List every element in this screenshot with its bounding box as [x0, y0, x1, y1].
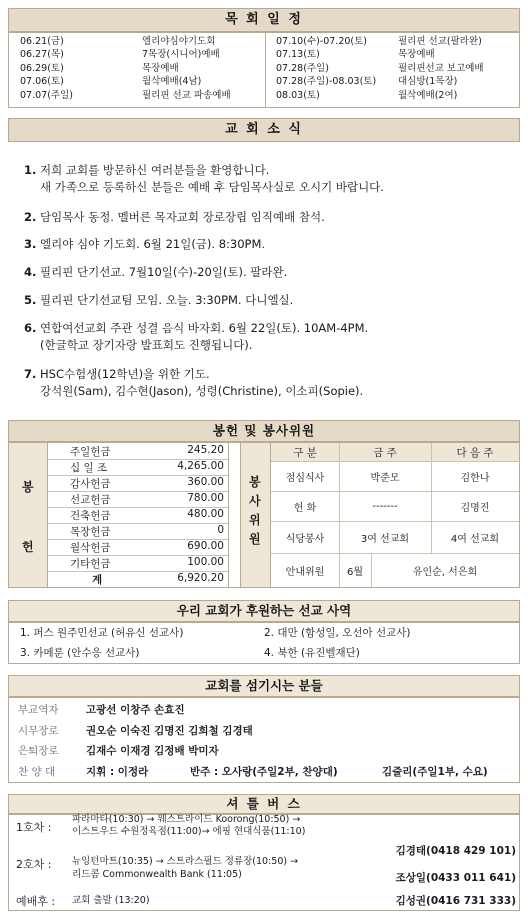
- news-item-line: HSC수험생(12학년)을 위한 기도.: [40, 367, 210, 381]
- offering-label: 주일헌금: [70, 446, 111, 458]
- offering-amount: 4,265.00: [177, 460, 224, 472]
- schedule-date: 07.13(토): [276, 49, 320, 61]
- offering-row-divider: [48, 475, 228, 476]
- news-item: [24, 366, 363, 400]
- schedule-date: 07.07(주일): [20, 89, 73, 101]
- offering-row-divider: [48, 523, 228, 524]
- schedule-date: 08.03(토): [276, 89, 320, 101]
- service-role: 식당봉사: [285, 534, 325, 545]
- schedule-event: 목장예배: [398, 49, 435, 61]
- shuttle-title: 셔 틀 버 스: [226, 796, 302, 811]
- schedule-date: 07.10(수)-07.20(토): [276, 36, 368, 47]
- choir-accomp-2: 김줄리(주일1부, 수요): [382, 766, 488, 778]
- news-item-number: 7.: [24, 367, 37, 381]
- news-item-line: 필리핀 단기선교팀 모임. 오늘. 3:30PM. 다니엘실.: [40, 293, 294, 307]
- service-head-col1: 구 분: [293, 446, 317, 459]
- servant-names: 김재수 이재경 김정배 박미자: [86, 745, 219, 757]
- schedule-event: 필리핀 선교(팔라완): [398, 36, 482, 47]
- news-item-line: 저희 교회를 방문하신 여러분들을 환영합니다.: [40, 163, 270, 177]
- news-item: [24, 264, 287, 281]
- choir-conductor: 지휘 : 이정라: [86, 766, 149, 778]
- schedule-event: 월삭예배(2여): [398, 89, 458, 101]
- service-head-col3: 다 음 주: [456, 446, 494, 459]
- news-item-number: 1.: [24, 163, 37, 177]
- servant-label: 부교역자: [18, 704, 59, 716]
- mission-title: 우리 교회가 후원하는 선교 사역: [176, 603, 352, 618]
- servant-label: 은퇴장로: [18, 745, 59, 757]
- usher-names: 유인순, 서은희: [412, 567, 478, 578]
- offering-label: 건축헌금: [70, 510, 111, 522]
- servant-names: 고광선 이창주 손효진: [86, 704, 185, 716]
- news-item: [24, 320, 368, 354]
- offering-row-divider: [48, 555, 228, 556]
- news-item: [24, 209, 325, 226]
- schedule-date: 06.29(토): [20, 62, 64, 74]
- offering-label: 목장헌금: [70, 526, 111, 538]
- offering-title: 봉헌 및 봉사위원: [212, 423, 316, 438]
- mission-item-1: 1. 퍼스 원주민선교 (허유신 선교사): [20, 627, 184, 639]
- offering-label: 월삭헌금: [70, 542, 111, 554]
- news-item-line: 새 가족으로 등록하신 분들은 예배 후 담임목사실로 오시기 바랍니다.: [40, 180, 384, 194]
- offering-amount: 0: [217, 524, 224, 536]
- news-header: [8, 118, 520, 142]
- news-item-number: 3.: [24, 237, 37, 251]
- service-role: 점심식사: [285, 473, 325, 484]
- usher-month: 6월: [346, 567, 364, 578]
- offering-row-divider: [48, 539, 228, 540]
- schedule-event: 필리핀 선교 파송예배: [142, 89, 231, 101]
- schedule-event: 대심방(1목장): [398, 76, 458, 88]
- offering-side-top: 봉: [22, 480, 34, 494]
- schedule-date: 07.28(주일)-08.03(토): [276, 76, 377, 88]
- news-item: [24, 292, 293, 309]
- servant-names: 권오순 이숙진 김명진 김희철 김경태: [86, 724, 253, 737]
- offering-label: 기타헌금: [70, 558, 111, 570]
- news-item-line: 연합여선교회 주관 성결 음식 바자회. 6월 22일(토). 10AM-4PM.: [40, 321, 369, 335]
- service-side-char: 봉: [249, 475, 261, 489]
- service-this-week: -------: [372, 501, 398, 512]
- news-item-line: 담임목사 동정. 멜버른 목자교회 장로장립 임직예배 참석.: [40, 210, 325, 224]
- service-role: 헌 화: [293, 503, 317, 514]
- service-this-week: 3여 선교회: [360, 534, 410, 545]
- news-item-line: 필리핀 단기선교. 7월10일(수)-20일(토). 팔라완.: [40, 265, 288, 279]
- mission-item-4: 4. 북한 (유진벨재단): [264, 647, 360, 659]
- offering-amount: 100.00: [187, 556, 224, 568]
- bus2-route-1: 뉴잉턴마트(10:35) → 스트라스필드 정류장(10:50) →: [72, 856, 299, 867]
- bus1-route-2: 이스트우드 수원정육점(11:00)→ 에핑 현대식품(11:10): [72, 826, 306, 837]
- offering-row-divider: [48, 491, 228, 492]
- bus2-label: 2호차 :: [16, 858, 52, 871]
- schedule-date: 06.21(금): [20, 36, 64, 47]
- offering-label: 계: [92, 574, 103, 586]
- news-item-line: 엘리야 심야 기도회. 6월 21일(금). 8:30PM.: [40, 237, 266, 251]
- offering-amount: 245.20: [187, 444, 224, 456]
- schedule-date: 07.28(주일): [276, 62, 329, 74]
- offering-amount: 690.00: [187, 540, 224, 552]
- service-next-week: 4여 선교회: [450, 534, 500, 545]
- news-item-line: 강석원(Sam), 김수현(Jason), 성령(Christine), 이소피(Sopie).: [40, 384, 364, 398]
- bus2-driver: 조상일(0433 011 641): [395, 872, 516, 884]
- news-item-number: 2.: [24, 210, 37, 224]
- news-item-number: 4.: [24, 265, 37, 279]
- schedule-event: 필리핀선교 보고예배: [398, 62, 484, 74]
- shuttle-header: [8, 794, 520, 814]
- schedule-date: 07.06(토): [20, 76, 64, 88]
- service-side-char: 원: [249, 532, 261, 546]
- service-next-week: 김한나: [460, 473, 490, 484]
- mission-header: [8, 600, 520, 622]
- schedule-event: 엘리야심야기도회: [142, 36, 216, 47]
- offering-amount: 780.00: [187, 492, 224, 504]
- schedule-event: 7목장(시니어)예배: [142, 49, 220, 61]
- service-this-week: 박준모: [370, 473, 400, 484]
- schedule-event: 목장예배: [142, 62, 179, 74]
- news-item: [24, 236, 265, 253]
- usher-role: 안내위원: [285, 567, 325, 578]
- news-item-line: (한글학교 장기자랑 발표회도 진행됩니다).: [40, 338, 253, 352]
- offering-row-divider: [48, 459, 228, 460]
- offering-amount: 6,920.20: [177, 572, 224, 584]
- service-side-char: 사: [249, 494, 261, 508]
- news-title: 교 회 소 식: [225, 122, 303, 137]
- return-route: 교회 출발 (13:20): [72, 895, 150, 906]
- bus2-route-2: 리드콤 Commonwealth Bank (11:05): [72, 869, 242, 880]
- service-next-week: 김명진: [460, 503, 490, 514]
- schedule-title: 목 회 일 정: [225, 12, 303, 27]
- offering-label: 선교헌금: [70, 494, 111, 506]
- bus1-driver: 김경태(0418 429 101): [395, 845, 516, 857]
- offering-amount: 480.00: [187, 508, 224, 520]
- offering-side-bottom: 헌: [22, 540, 34, 554]
- offering-row-divider: [48, 507, 228, 508]
- choir-label: 찬 양 대: [18, 766, 56, 778]
- offering-label: 감사헌금: [70, 478, 111, 490]
- schedule-header: [8, 8, 520, 32]
- offering-amount: 360.00: [187, 476, 224, 488]
- bus1-route-1: 파라마타(10:30) → 웨스트라이드 Koorong(10:50) →: [72, 814, 301, 825]
- choir-accomp-1: 반주 : 오사랑(주일2부, 찬양대): [190, 766, 338, 778]
- return-label: 예배후 :: [16, 895, 56, 908]
- schedule-date: 06.27(목): [20, 49, 64, 61]
- offering-label: 십 일 조: [70, 462, 108, 474]
- mission-item-3: 3. 카메룬 (안수응 선교사): [20, 647, 140, 659]
- service-head-col2: 금 주: [373, 446, 397, 459]
- news-item-number: 6.: [24, 321, 37, 335]
- mission-item-2: 2. 대만 (함성일, 오선아 선교사): [264, 627, 411, 639]
- servants-title: 교회를 섬기시는 분들: [205, 678, 323, 693]
- offering-side-label: [9, 443, 47, 587]
- schedule-event: 월삭예배(4남): [142, 76, 202, 88]
- service-side-char: 위: [249, 513, 261, 527]
- offering-row-divider: [48, 571, 228, 572]
- servant-label: 시무장로: [18, 724, 59, 737]
- news-item-number: 5.: [24, 293, 37, 307]
- offering-header: [8, 420, 520, 442]
- news-item: [24, 162, 384, 196]
- return-driver: 김성권(0416 731 333): [395, 895, 516, 907]
- servants-header: [8, 675, 520, 697]
- bus1-label: 1호차 :: [16, 821, 52, 834]
